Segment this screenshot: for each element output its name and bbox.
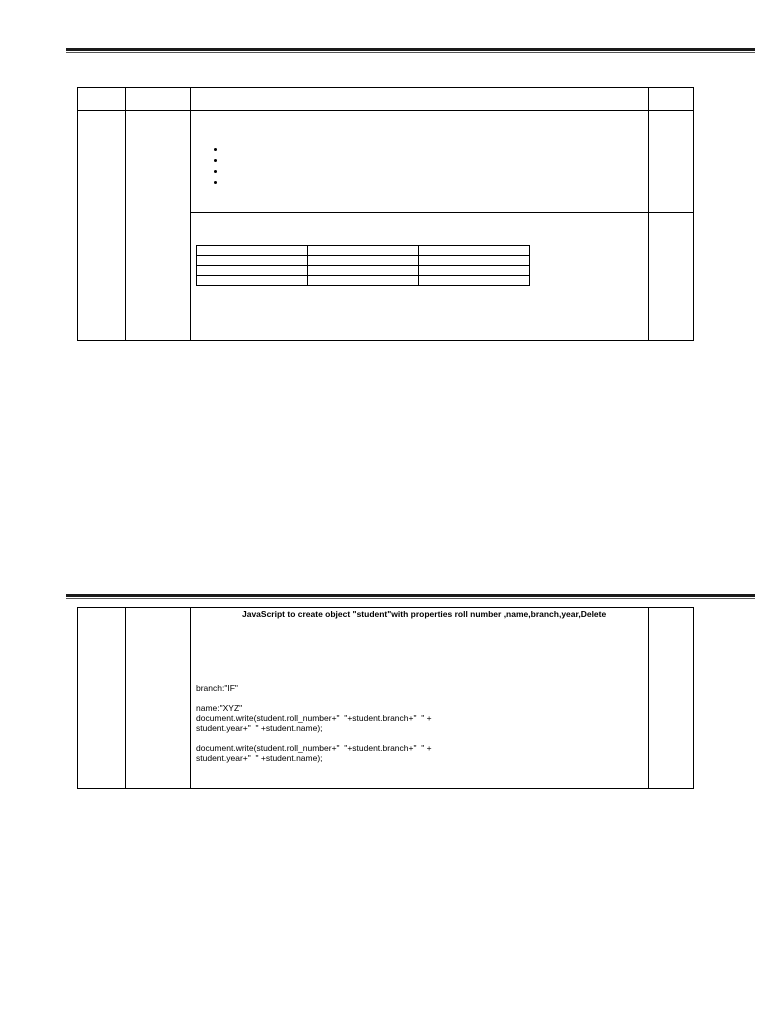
table-row (197, 256, 530, 266)
content-row-divider (190, 212, 693, 213)
page1-header-rule-thin (66, 52, 755, 53)
code-line: document.write(student.roll_number+" "+student.branch+" " + (196, 713, 432, 723)
table-cell (197, 256, 308, 266)
col-divider-3 (648, 608, 649, 788)
table-cell (308, 246, 419, 256)
page2-table (77, 607, 694, 789)
col-divider-3 (648, 88, 649, 340)
table-cell (197, 246, 308, 256)
program-title: JavaScript to create object "student"with properties roll number ,name,branch,year,Delete (242, 609, 607, 619)
table-row (197, 266, 530, 276)
table-cell (419, 266, 530, 276)
table-cell (308, 276, 419, 286)
col-divider-1 (125, 88, 126, 340)
bullet-2 (214, 159, 217, 162)
code-line: document.write(student.roll_number+" "+student.branch+" " + (196, 743, 432, 753)
bullet-3 (214, 170, 217, 173)
page2-header-rule (66, 594, 755, 597)
table-cell (197, 266, 308, 276)
page1-header-rule (66, 48, 755, 51)
page1-table (77, 87, 694, 341)
bullet-4 (214, 181, 217, 184)
code-line: student.year+" " +student.name); (196, 753, 323, 763)
col-divider-2 (190, 608, 191, 788)
page2-header-rule-thin (66, 598, 755, 599)
col-divider-1 (125, 608, 126, 788)
code-line: student.year+" " +student.name); (196, 723, 323, 733)
code-line: branch:"IF" (196, 683, 238, 693)
table-cell (419, 256, 530, 266)
table-cell (308, 256, 419, 266)
bullet-1 (214, 148, 217, 151)
table-row (197, 276, 530, 286)
table-cell (197, 276, 308, 286)
col-divider-2 (190, 88, 191, 340)
header-row-divider (78, 110, 693, 111)
table-row (197, 246, 530, 256)
table-cell (419, 276, 530, 286)
table-cell (419, 246, 530, 256)
table-cell (308, 266, 419, 276)
inner-table (196, 245, 530, 286)
code-line: name:"XYZ" (196, 703, 243, 713)
